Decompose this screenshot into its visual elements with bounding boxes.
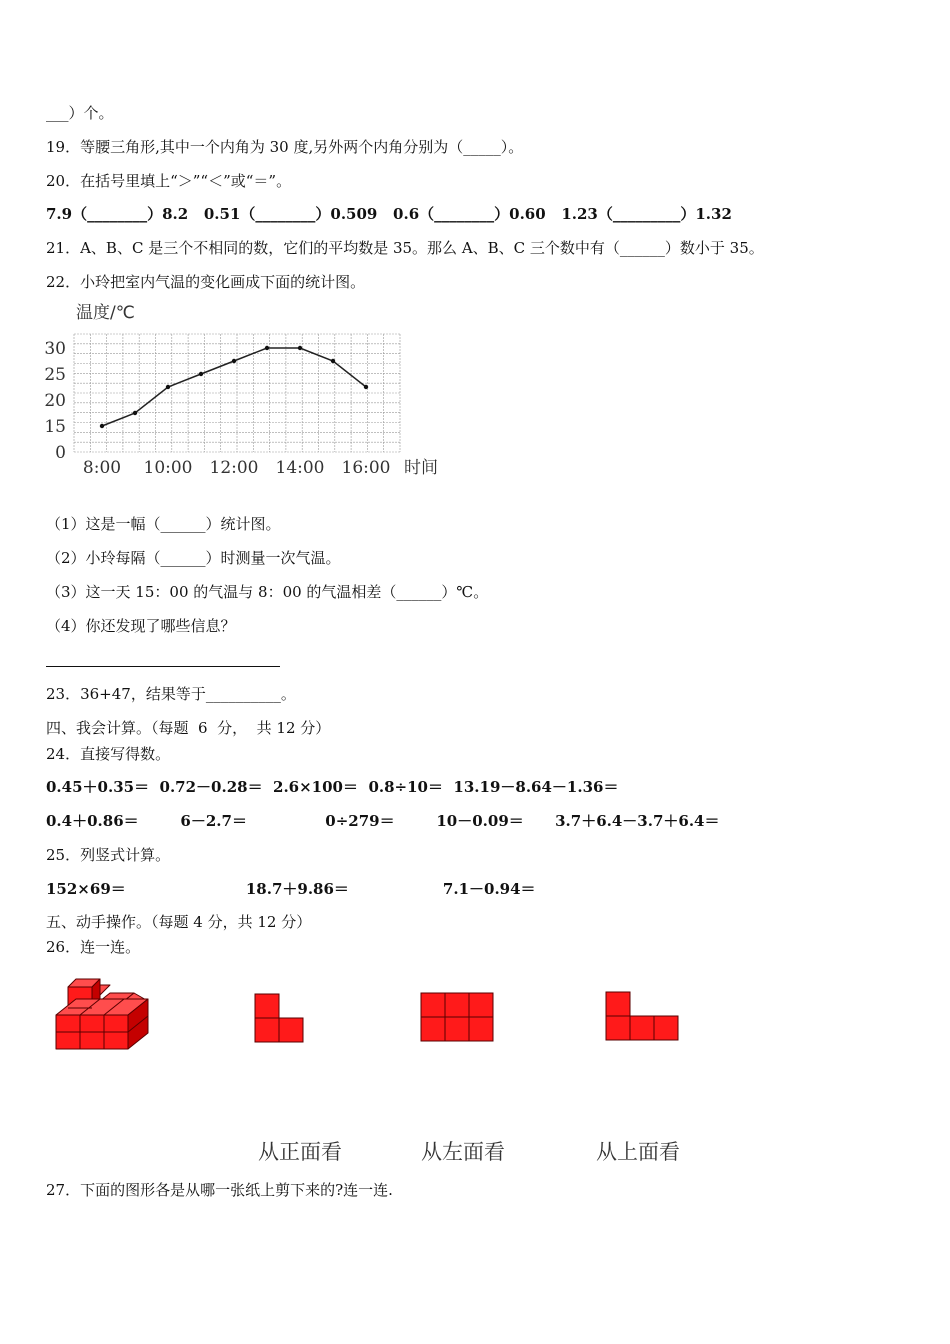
question-22-3: （3）这一天 15：00 的气温与 8：00 的气温相差（______）℃。 (46, 583, 489, 601)
question-22-1: （1）这是一幅（______）统计图。 (46, 515, 281, 533)
x-tick-label: 10:00 (143, 458, 193, 478)
cube-stack-figure (50, 975, 155, 1055)
question-26: 26．连一连。 (46, 938, 141, 956)
data-point (298, 346, 302, 350)
question-24: 24．直接写得数。 (46, 745, 171, 763)
chart-xticks (83, 458, 391, 478)
question-20-row: 7.9（________）8.2 0.51（________）0.509 0.6（________）0.60 1.23（_________）1.32 (46, 205, 732, 223)
question-27: 27．下面的图形各是从哪一张纸上剪下来的?连一连. (46, 1181, 393, 1199)
question-25: 25．列竖式计算。 (46, 846, 171, 864)
chart-xlabel: 时间 (404, 458, 438, 478)
question-21: 21．A、B、C 是三个不相同的数，它们的平均数是 35。那么 A、B、C 三个数中有（______）数小于 35。 (46, 239, 764, 257)
data-point (265, 346, 269, 350)
view-label-left: 从左面看 (421, 1140, 505, 1164)
data-point (331, 359, 335, 363)
question-22: 22．小玲把室内气温的变化画成下面的统计图。 (46, 273, 366, 291)
data-point (232, 359, 236, 363)
data-point (100, 424, 104, 428)
chart-grid (74, 334, 400, 452)
y-tick-label: 20 (44, 391, 66, 411)
x-tick-label: 8:00 (82, 458, 122, 478)
y-tick-label: 30 (44, 339, 66, 359)
y-tick-label: 0 (55, 443, 66, 463)
x-tick-label: 12:00 (209, 458, 259, 478)
answer-line (46, 666, 280, 667)
data-point (199, 372, 203, 376)
view-label-top: 从上面看 (596, 1140, 680, 1164)
question-22-4: （4）你还发现了哪些信息？ (46, 617, 236, 635)
question-25-row: 152×69＝ 18.7＋9.86＝ 7.1－0.94＝ (46, 880, 536, 898)
section-4-heading: 四、我会计算。（每题 6 分， 共 12 分） (46, 719, 331, 737)
question-19: 19．等腰三角形,其中一个内角为 30 度,另外两个内角分别为（_____）。 (46, 138, 524, 156)
chart-yticks (44, 339, 66, 463)
question-24-row-2: 0.4＋0.86＝ 6－2.7＝ 0÷279＝ 10－0.09＝ 3.7＋6.4－3.7＋6.4＝ (46, 812, 720, 830)
view-shape-c (604, 990, 682, 1044)
section-5-heading: 五、动手操作。（每题 4 分，共 12 分） (46, 913, 312, 931)
line-continuation: ___）个。 (46, 104, 114, 122)
temperature-line-chart (40, 298, 450, 483)
question-20: 20．在括号里填上“＞”“＜”或“＝”。 (46, 172, 292, 190)
view-shape-b (419, 991, 495, 1045)
data-point (166, 385, 170, 389)
chart-series (100, 346, 368, 428)
data-point (364, 385, 368, 389)
question-22-2: （2）小玲每隔（______）时测量一次气温。 (46, 549, 341, 567)
question-23: 23．36+47，结果等于__________。 (46, 685, 296, 703)
view-shape-a (253, 992, 307, 1044)
y-tick-label: 25 (44, 365, 66, 385)
y-tick-label: 15 (44, 417, 66, 437)
question-24-row-1: 0.45＋0.35＝ 0.72－0.28＝ 2.6×100＝ 0.8÷10＝ 13.19－8.64－1.36＝ (46, 778, 619, 796)
x-tick-label: 16:00 (341, 458, 391, 478)
data-point (133, 411, 137, 415)
x-tick-label: 14:00 (275, 458, 325, 478)
view-label-front: 从正面看 (258, 1140, 342, 1164)
chart-ylabel: 温度/℃ (76, 303, 135, 323)
